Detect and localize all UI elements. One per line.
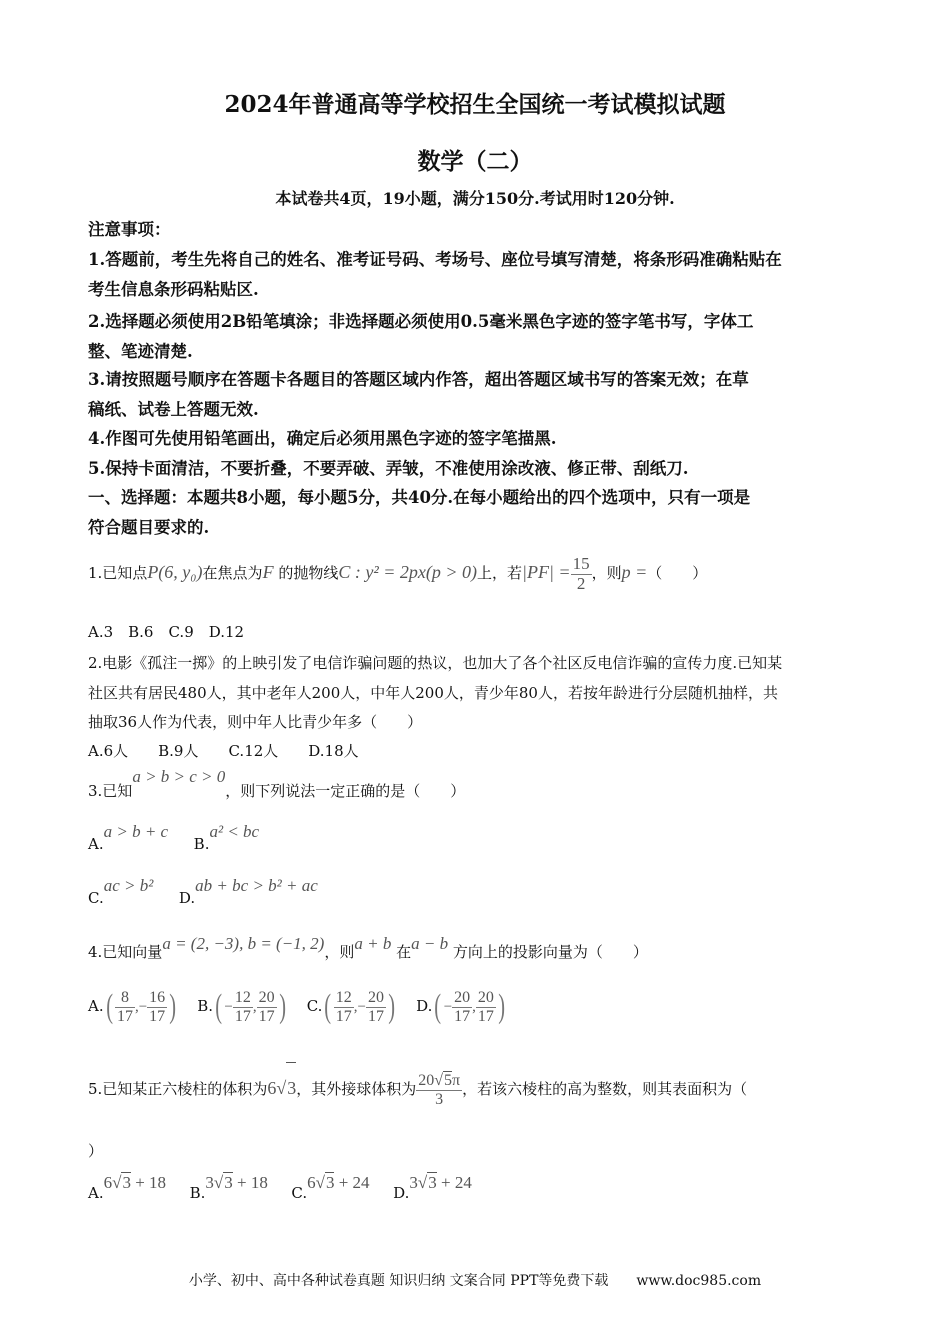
q4-optC-label: C. <box>306 997 323 1015</box>
q5-optD-label: D. <box>393 1184 410 1202</box>
q1-point: P(6, y₀) <box>147 562 203 582</box>
question-1 <box>88 552 707 593</box>
note-4: 4.作图可先使用铅笔画出，确定后必须用黑色字迹的签字笔描黑. <box>88 429 557 448</box>
q3-optB: a² < bc <box>209 822 260 841</box>
q5-volume: 6√3 <box>267 1078 296 1098</box>
q1-text-3: 的抛物线 <box>278 564 339 582</box>
q4-D-frac2: $\frac{20}{17}$ <box>477 988 494 1025</box>
q4-A-frac2: $\frac{16}{17}$ <box>149 988 166 1025</box>
q2-line3: 抽取36人作为代表，则中年人比青少年多（ ） <box>88 713 423 731</box>
q4-sum: a + b <box>354 934 392 953</box>
q4-text-2: ，则 <box>324 943 355 961</box>
q3-optA-label: A. <box>88 835 104 853</box>
notes-heading: 注意事项： <box>88 220 171 239</box>
q2-line1: 2.电影《孤注一掷》的上映引发了电信诈骗问题的热议，也加大了各个社区反电信诈骗的宣传力度.已知某 <box>88 654 783 672</box>
note-3b: 稿纸、试卷上答题无效. <box>88 400 259 419</box>
q1-parabola: C : y² = 2px(p > 0) <box>338 562 478 582</box>
q5-optC-label: C. <box>291 1184 308 1202</box>
q1-frac-num: 15 <box>572 553 590 573</box>
note-1a: 1.答题前，考生先将自己的姓名、准考证号码、考场号、座位号填写清楚，将条形码准确粘贴在 <box>88 250 782 269</box>
note-2b: 整、笔迹清楚. <box>88 342 193 361</box>
q3-optD: ab + bc > b² + ac <box>195 876 318 895</box>
q4-option-a: A.( $\frac{8}{17}$ ,− $\frac{16}{17}$ ) <box>88 988 177 1025</box>
q4-text-4: 方向上的投影向量为（ ） <box>452 943 648 961</box>
q4-B-frac2: $\frac{20}{17}$ <box>258 988 275 1025</box>
q4-optB-label: B. <box>197 997 214 1015</box>
q5-optD: 3√3 + 24 <box>409 1173 472 1192</box>
note-3a: 3.请按照题号顺序在答题卡各题目的答题区域内作答，超出答题区域书写的答案无效；在草 <box>88 370 749 389</box>
q1-fraction <box>571 555 592 593</box>
exam-summary: 本试卷共4页，19小题，满分150分.考试用时120分钟. <box>275 189 675 208</box>
note-5: 5.保持卡面清洁，不要折叠，不要弄破、弄皱，不准使用涂改液、修正带、刮纸刀. <box>88 459 689 478</box>
page-title: 2024年普通高等学校招生全国统一考试模拟试题 <box>224 91 726 118</box>
q5-sphere-volume: $\frac{20√5\pi}{3}$ <box>418 1072 461 1108</box>
q5-optA-label: A. <box>88 1184 104 1202</box>
section-heading-line1: 一、选择题：本题共8小题，每小题5分，共40分.在每小题给出的四个选项中，只有一项是 <box>88 488 751 507</box>
q1-text-2: 在焦点为 <box>202 564 263 582</box>
q4-B-frac1: $\frac{12}{17}$ <box>234 988 251 1025</box>
q1-p: p = <box>621 562 648 582</box>
q4-option-b: B.( − $\frac{12}{17}$ , $\frac{20}{17}$ ) <box>197 988 286 1025</box>
q4-D-frac1: $\frac{20}{17}$ <box>454 988 471 1025</box>
q1-text-4: 上，若 <box>477 564 523 582</box>
q5-options <box>88 1172 472 1202</box>
q1-text-1: 1.已知点 <box>88 564 148 582</box>
q3-options-ab <box>88 822 260 853</box>
q5-text-3: ，若该六棱柱的高为整数，则其表面积为（ <box>462 1080 748 1098</box>
q4-optD-label: D. <box>416 997 433 1015</box>
q1-frac-den: 2 <box>576 573 586 593</box>
q3-optD-label: D. <box>178 889 196 907</box>
q5-optB-label: B. <box>189 1184 206 1202</box>
q4-C-frac1: $\frac{12}{17}$ <box>335 988 352 1025</box>
q1-focus: F <box>262 562 274 582</box>
q1-distance: |PF| = <box>522 562 571 582</box>
q5-optB: 3√3 + 18 <box>205 1173 268 1192</box>
q4-text-1: 4.已知向量 <box>88 943 163 961</box>
q4-optA-label: A. <box>88 997 104 1015</box>
q4-options <box>88 980 521 1033</box>
q3-text-2: ，则下列说法一定正确的是（ ） <box>225 782 466 800</box>
q5-text-1: 5.已知某正六棱柱的体积为 <box>88 1080 268 1098</box>
q2-options: A.6人 B.9人 C.12人 D.18人 <box>88 742 359 760</box>
q4-diff: a − b <box>411 934 449 953</box>
q3-options-cd <box>88 876 318 907</box>
q5-optC: 6√3 + 24 <box>307 1173 370 1192</box>
question-3 <box>88 767 466 800</box>
section-heading-line2: 符合题目要求的. <box>88 518 210 537</box>
q3-optB-label: B. <box>193 835 210 853</box>
q5-close-paren: ） <box>88 1142 104 1160</box>
q3-optC: ac > b² <box>103 876 154 895</box>
page-footer: 小学、初中、高中各种试卷真题 知识归纳 文案合同 PPT等免费下载 www.doc985.com <box>188 1273 762 1289</box>
q4-text-3: 在 <box>396 943 412 961</box>
q4-option-d: D.( − $\frac{20}{17}$ , $\frac{20}{17}$ ) <box>416 988 505 1025</box>
q3-optC-label: C. <box>88 889 104 907</box>
q1-text-5: ，则 <box>591 564 622 582</box>
q4-option-c: C.( $\frac{12}{17}$ ,− $\frac{20}{17}$ ) <box>306 988 396 1025</box>
q5-optA: 6√3 + 18 <box>103 1173 167 1192</box>
page-subtitle: 数学（二） <box>417 148 533 175</box>
q5-text-2: ，其外接球体积为 <box>296 1080 417 1098</box>
q1-text-6: （ ） <box>647 564 708 582</box>
q3-text-1: 3.已知 <box>88 782 133 800</box>
q4-C-frac2: $\frac{20}{17}$ <box>367 988 384 1025</box>
question-4 <box>88 933 648 961</box>
q3-condition: a > b > c > 0 <box>132 767 226 786</box>
q1-options: A.3 B.6 C.9 D.12 <box>88 623 245 641</box>
q3-optA: a > b + c <box>103 822 169 841</box>
q4-A-frac1: $\frac{8}{17}$ <box>116 988 133 1025</box>
q2-line2: 社区共有居民480人，其中老年人200人，中年人200人，青少年80人，若按年龄进行分层随机抽样，共 <box>88 684 778 702</box>
note-2a: 2.选择题必须使用2B铅笔填涂；非选择题必须使用0.5毫米黑色字迹的签字笔书写，字体工 <box>88 312 754 331</box>
question-5 <box>88 1062 747 1114</box>
note-1b: 考生信息条形码粘贴区. <box>88 280 259 299</box>
q4-vectors: a = (2, −3), b = (−1, 2) <box>162 934 325 953</box>
